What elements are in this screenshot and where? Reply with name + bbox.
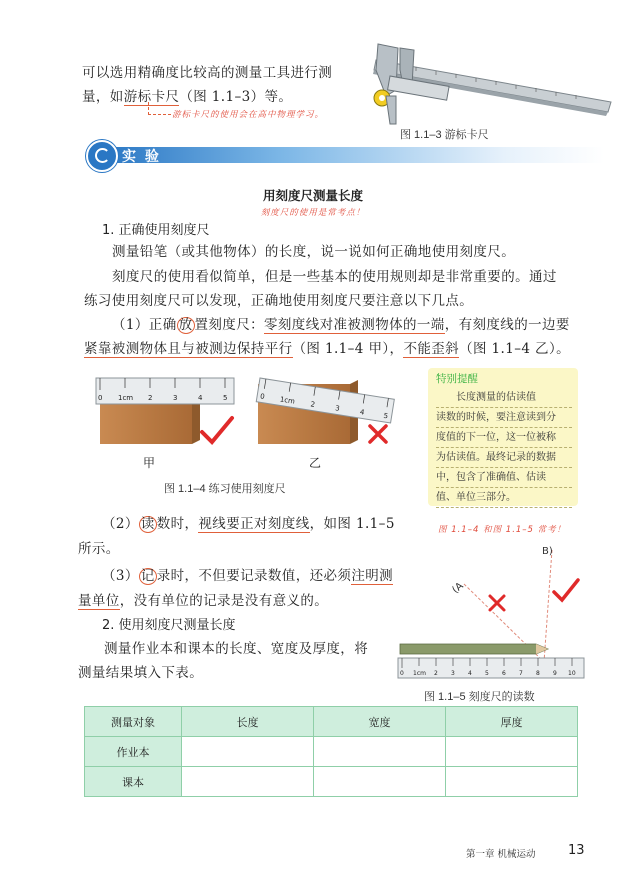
tip-title: 特别提醒 <box>436 373 478 385</box>
svg-text:8: 8 <box>536 670 540 677</box>
check-mark-b <box>554 580 578 600</box>
banner-bar <box>104 147 604 163</box>
svg-text:2: 2 <box>434 670 438 677</box>
rule-2-line-2: 所示。 <box>78 541 120 557</box>
caliper-caption: 图 1.1–3 游标卡尺 <box>400 129 489 141</box>
svg-text:0: 0 <box>259 392 266 401</box>
fig-1-1-4-caption: 图 1.1–4 练习使用刻度尺 <box>164 483 286 495</box>
caliper-note: 游标卡尺的使用会在高中物理学习。 <box>172 110 325 120</box>
top-line-2: 量，如游标卡尺（图 1.1–3）等。 <box>82 89 293 105</box>
header-length: 长度 <box>182 707 314 737</box>
header-thickness: 厚度 <box>446 707 578 737</box>
cell-width[interactable] <box>314 737 446 767</box>
svg-text:6: 6 <box>502 670 506 677</box>
svg-text:5: 5 <box>382 411 389 421</box>
vernier-caliper-image <box>356 40 616 130</box>
fig-label-a: 甲 <box>143 456 156 470</box>
paragraph-2a: 刻度尺的使用看似简单，但是一些基本的使用规则却是非常重要的。通过 <box>112 269 557 285</box>
experiment-icon <box>86 140 118 172</box>
paragraph-2b: 练习使用刻度尺可以发现，正确地使用刻度尺要注意以下几点。 <box>84 293 474 309</box>
section2-line-2: 测量结果填入下表。 <box>78 665 204 681</box>
svg-text:3: 3 <box>451 670 455 677</box>
ruler-a-tick-2: 2 <box>148 394 153 402</box>
tip-body: 长度测量的估读值 读数的时候，要注意读到分 度值的下一位，这一位被称 为估读值。最终记录的数据 中，包含了准确值、估读 值、单位三部分。 <box>436 388 572 508</box>
ruler-a <box>96 378 234 404</box>
sightline-b <box>544 550 552 662</box>
key-char-circle: 放 <box>178 317 193 333</box>
ruler-a-tick-0: 0 <box>98 394 103 402</box>
svg-text:0: 0 <box>400 670 404 677</box>
figure-1-1-4 <box>90 370 420 450</box>
svg-text:5: 5 <box>485 670 489 677</box>
rule-3-line-1: （3） 记 录时，不但要记录数值，还必须注明测 <box>102 568 394 584</box>
table-header-row <box>85 707 578 737</box>
svg-text:1cm: 1cm <box>413 670 426 677</box>
fig-1-1-5-caption: 图 1.1–5 刻度尺的读数 <box>424 691 535 703</box>
measurement-table <box>84 706 578 797</box>
row-label: 作业本 <box>85 737 182 767</box>
header-object: 测量对象 <box>85 707 182 737</box>
vernier-caliper-term: 游标卡尺 <box>123 89 180 105</box>
svg-text:10: 10 <box>568 670 576 677</box>
figure-1-1-5 <box>396 540 596 684</box>
row-label: 课本 <box>85 767 182 797</box>
svg-text:4: 4 <box>468 670 472 677</box>
ruler-a-tick-1: 1cm <box>118 394 134 402</box>
table-row <box>85 737 578 767</box>
paragraph-1: 测量铅笔（或其他物体）的长度，说一说如何正确地使用刻度尺。 <box>112 244 516 260</box>
note-arrow <box>148 102 171 115</box>
rule-1-line-2: 紧靠被测物体且与被测边保持平行（图 1.1–4 甲），不能歪斜（图 1.1–4 乙）。 <box>84 341 571 357</box>
svg-text:1cm: 1cm <box>279 395 296 406</box>
banner-label: 实 验 <box>122 149 161 165</box>
experiment-banner <box>86 140 606 168</box>
rule-1-line-1: （1）正确 放 置刻度尺：零刻度线对准被测物体的一端，有刻度线的一边要 <box>112 317 570 333</box>
label-b: B) <box>542 546 553 557</box>
ruler-a-tick-5: 5 <box>223 394 228 402</box>
ruler-a-tick-4: 4 <box>198 394 203 402</box>
svg-text:3: 3 <box>334 404 341 413</box>
check-mark-correct <box>202 418 232 442</box>
experiment-title: 用刻度尺测量长度 <box>262 188 363 203</box>
cross-mark-a <box>490 596 504 610</box>
svg-text:4: 4 <box>359 408 365 417</box>
svg-text:2: 2 <box>309 400 316 409</box>
cell-thickness[interactable] <box>446 737 578 767</box>
cell-thickness[interactable] <box>446 767 578 797</box>
footer-chapter: 第一章 机械运动 <box>466 849 536 860</box>
rule-2-line-1: （2） 读 数时，视线要正对刻度线，如图 1.1–5 <box>102 516 395 532</box>
pencil <box>400 644 548 654</box>
cross-mark-wrong <box>370 426 386 442</box>
rule-3-line-2: 量单位，没有单位的记录是没有意义的。 <box>78 593 329 609</box>
fig-label-b: 乙 <box>309 456 322 470</box>
svg-text:9: 9 <box>553 670 557 677</box>
cell-width[interactable] <box>314 767 446 797</box>
ruler-a-tick-3: 3 <box>173 394 178 402</box>
table-row <box>85 767 578 797</box>
header-width: 宽度 <box>314 707 446 737</box>
svg-text:7: 7 <box>519 670 523 677</box>
section2-line-1: 测量作业本和课本的长度、宽度及厚度，将 <box>104 641 369 657</box>
heading-1: 1. 正确使用刻度尺 <box>102 223 210 238</box>
top-line-1: 可以选用精确度比较高的测量工具进行测 <box>82 65 333 81</box>
tip-below-note: 图 1.1–4 和图 1.1–5 常考！ <box>438 525 567 535</box>
cell-length[interactable] <box>182 737 314 767</box>
heading-2: 2. 使用刻度尺测量长度 <box>102 618 236 633</box>
label-a: (A <box>450 580 466 596</box>
cell-length[interactable] <box>182 767 314 797</box>
tip-box <box>428 368 578 506</box>
page-number: 13 <box>568 843 585 858</box>
title-note: 刻度尺的使用是常考点！ <box>260 208 366 218</box>
